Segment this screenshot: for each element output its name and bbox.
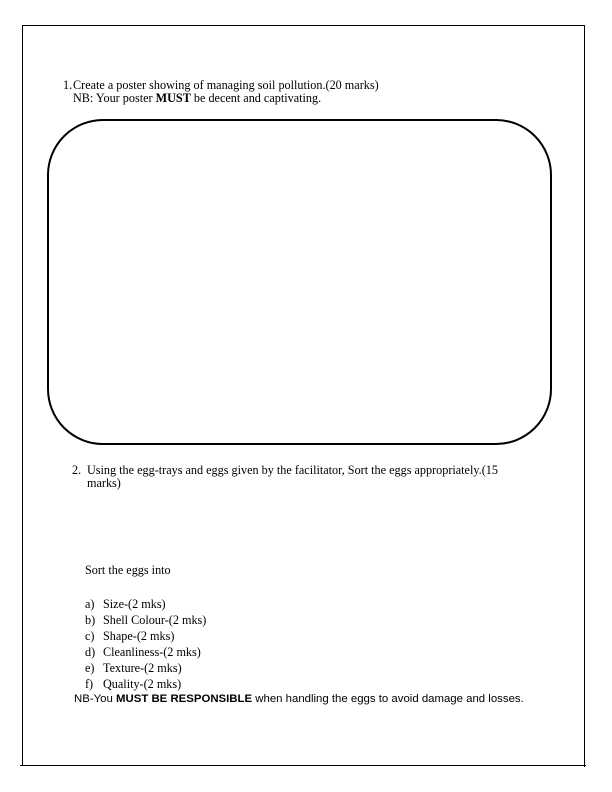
question-1-number: 1. xyxy=(63,78,73,92)
list-item-text: Cleanliness-(2 mks) xyxy=(103,645,201,659)
note-emphasis: MUST xyxy=(155,91,191,105)
list-item-text: Shell Colour-(2 mks) xyxy=(103,613,207,627)
page-border-bottom xyxy=(20,765,586,766)
note-prefix: NB: Your poster xyxy=(73,91,156,105)
note-suffix: be decent and captivating. xyxy=(190,91,322,105)
note-prefix: NB-You xyxy=(74,693,117,705)
list-item-text: Quality-(2 mks) xyxy=(103,677,182,691)
question-2-text-line1: Using the egg-trays and eggs given by the facilitator, Sort the eggs appropriately.(15 xyxy=(87,463,498,477)
list-item-label: c) xyxy=(85,629,95,643)
list-item-label: a) xyxy=(85,597,95,611)
question-2-text-line2: marks) xyxy=(87,476,121,490)
list-item-text: Size-(2 mks) xyxy=(103,597,166,611)
note-emphasis: MUST BE RESPONSIBLE xyxy=(116,693,253,705)
page-border-right xyxy=(584,25,585,767)
page-border-left xyxy=(22,25,23,766)
question-1-note xyxy=(73,91,321,105)
list-item-label: e) xyxy=(85,661,95,675)
sort-intro: Sort the eggs into xyxy=(85,563,171,577)
list-item-text: Texture-(2 mks) xyxy=(103,661,182,675)
list-item-label: d) xyxy=(85,645,96,659)
list-item-label: f) xyxy=(85,677,94,691)
question-1-text: Create a poster showing of managing soil pollution.(20 marks) xyxy=(73,78,379,92)
question-2-number: 2. xyxy=(72,463,82,477)
list-item-label: b) xyxy=(85,613,96,627)
list-item-text: Shape-(2 mks) xyxy=(103,629,175,643)
responsibility-note xyxy=(74,692,524,706)
note-suffix: when handling the eggs to avoid damage and losses. xyxy=(252,693,524,705)
page-border-top xyxy=(22,25,585,26)
poster-drawing-area xyxy=(47,119,552,445)
